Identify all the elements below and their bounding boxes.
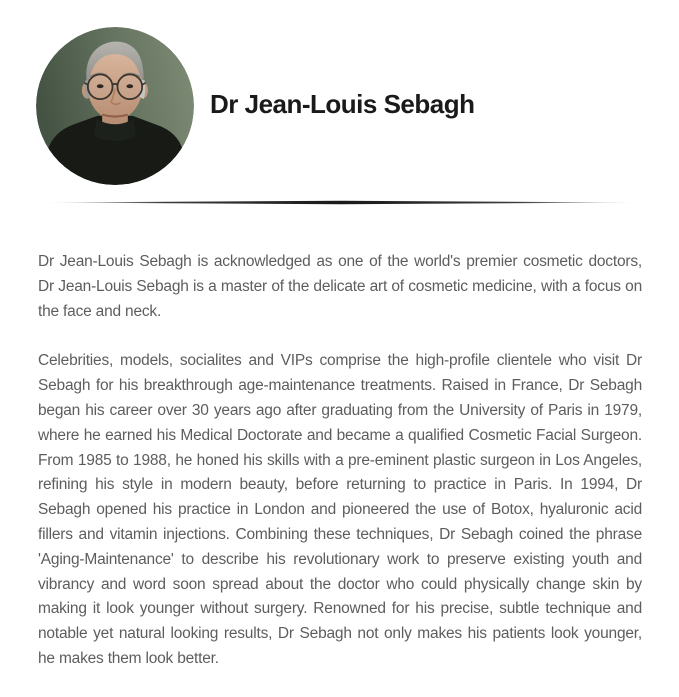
bio-text <box>38 250 642 697</box>
portrait-photo-icon <box>36 27 194 185</box>
bio-paragraph-intro: Dr Jean-Louis Sebagh is acknowledged as one of the world's premier cosmetic doctors, Dr Jean-Louis Sebagh is a master of the delicate art of cosmetic medicine, with a focus on the face and neck. <box>38 253 642 320</box>
bio-paragraph-career: Celebrities, models, socialites and VIPs comprise the high-profile clientele who visit Dr Sebagh for his breakthrough age-maintenance treatments. Raised in France, Dr Sebagh began his career over 30 years ago after graduating from the University of Paris in 1979, where he earned his Medical Doctorate and became a qualified Cosmetic Facial Surgeon. From 1985 to 1988, he honed his skills with a pre-eminent plastic surgeon in Los Angeles, refining his style in modern beauty, before returning to practice in Paris. In 1994, Dr Sebagh opened his practice in London and pioneered the use of Botox, hyaluronic acid fillers and vitamin injections. Combining these techniques, Dr Sebagh coined the phrase 'Aging-Maintenance' to describe his revolutionary work to preserve existing youth and vibrancy and word soon spread about the doctor who could physically change skin by making it look younger without surgery. Renowned for his precise, subtle technique and notable yet natural looking results, Dr Sebagh not only makes his patients look younger, he makes them look better. <box>38 352 642 667</box>
page-title: Dr Jean-Louis Sebagh <box>210 89 475 119</box>
avatar <box>36 27 194 185</box>
divider-line <box>45 200 637 205</box>
